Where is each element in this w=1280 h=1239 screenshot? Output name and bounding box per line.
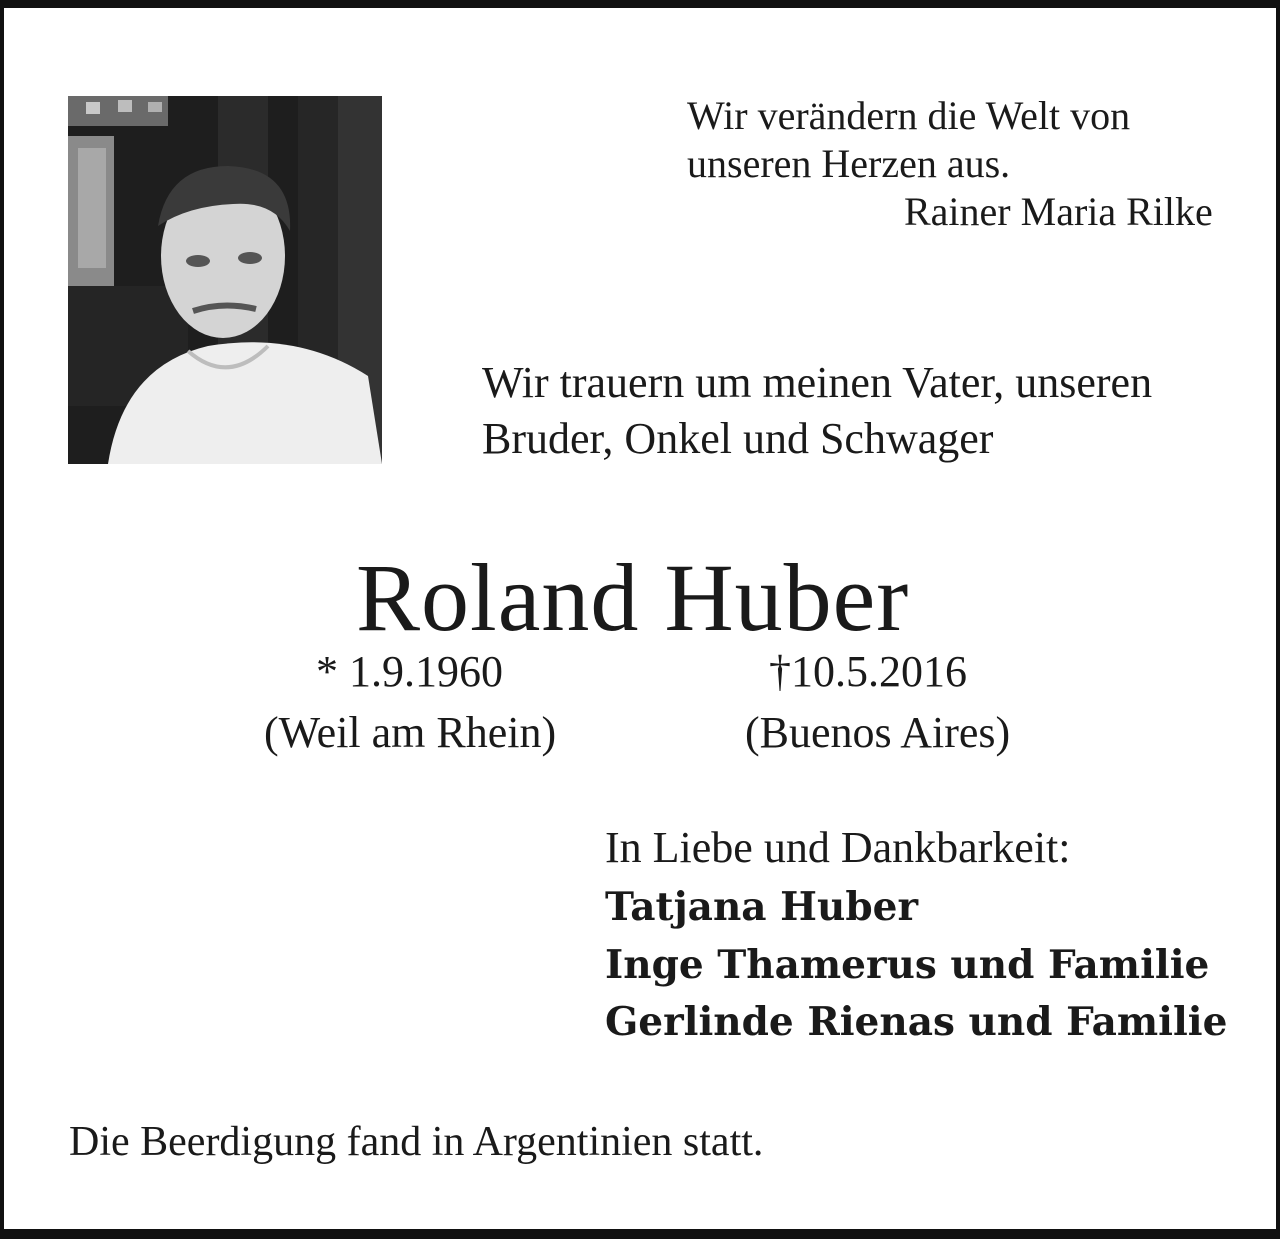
quote-author: Rainer Maria Rilke — [904, 189, 1213, 234]
mourning-text-line-2: Bruder, Onkel und Schwager — [482, 414, 994, 463]
mourner-name: Gerlinde Rienas und Familie — [605, 999, 1228, 1045]
portrait-photo — [68, 96, 382, 464]
quote-line-1: Wir verändern die Welt von — [687, 93, 1131, 138]
birth-place: (Weil am Rhein) — [264, 708, 557, 757]
mourning-text-line-1: Wir trauern um meinen Vater, unseren — [482, 358, 1153, 407]
birth-date: * 1.9.1960 — [316, 647, 503, 696]
quote-line-2: unseren Herzen aus. — [687, 141, 1011, 186]
thanks-heading: In Liebe und Dankbarkeit: — [605, 823, 1071, 872]
mourner-name: Inge Thamerus und Familie — [605, 942, 1210, 988]
death-date: †10.5.2016 — [769, 647, 967, 696]
funeral-note: Die Beerdigung fand in Argentinien statt. — [69, 1119, 764, 1165]
deceased-name: Roland Huber — [356, 544, 910, 651]
mourner-name: Tatjana Huber — [605, 884, 918, 930]
death-place: (Buenos Aires) — [745, 708, 1011, 757]
